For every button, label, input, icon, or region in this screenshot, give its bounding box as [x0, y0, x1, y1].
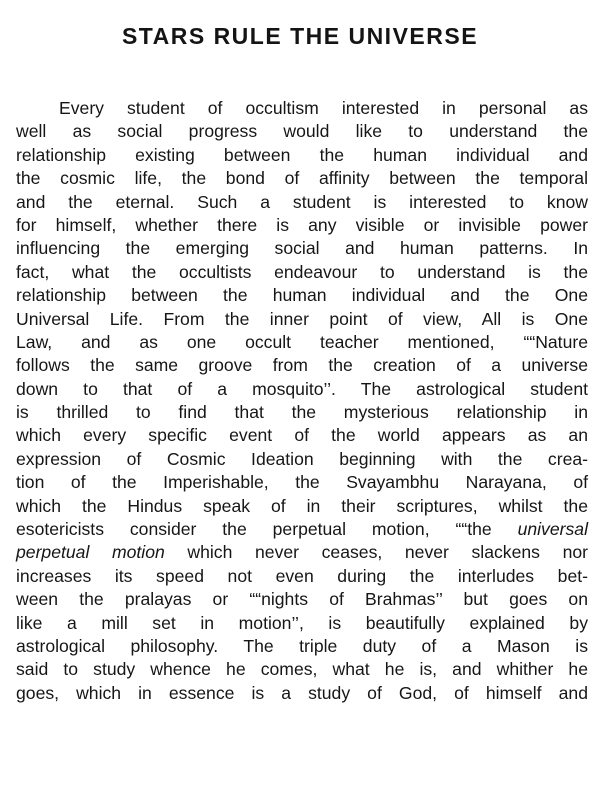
text-line: fact, what the occultists endeavour to understand is the [16, 261, 588, 282]
text-line: and the eternal. Such a student is interested to know [16, 191, 588, 212]
text-line: which the Hindus speak of in their scriptures, whilst the [16, 495, 588, 516]
text-line: is thrilled to find that the mysterious relationship in [16, 402, 588, 423]
text-line: goes, which in essence is a study of God, of himself and [16, 682, 588, 703]
text-line-with-italic [16, 541, 588, 564]
text-line: influencing the emerging social and human patterns. In [16, 238, 588, 259]
text-line: like a mill set in motion’’, is beautifully explained by [16, 612, 588, 633]
text-line: tion of the Imperishable, the Svayambhu Narayana, of [16, 472, 588, 493]
text-line: relationship between the human individual and the One [16, 285, 588, 306]
italic-phrase: perpetual motion [16, 542, 165, 563]
text-segment: which never ceases, never slackens nor [164, 542, 589, 563]
text-segment: esotericists consider the perpetual motion, ““the [16, 519, 492, 540]
text-line: ween the pralayas or ““nights of Brahmas’’ but goes on [16, 589, 588, 610]
text-line: Every student of occultism interested in personal as [59, 98, 588, 118]
text-line: for himself, whether there is any visible or invisible power [16, 214, 588, 235]
text-line: said to study whence he comes, what he is, and whither he [16, 659, 588, 680]
text-line: expression of Cosmic Ideation beginning with the crea- [16, 448, 588, 469]
text-line: increases its speed not even during the interludes bet- [16, 565, 588, 586]
text-line: down to that of a mosquito’’. The astrological student [16, 378, 588, 399]
text-line: Universal Life. From the inner point of view, All is One [16, 308, 588, 329]
text-line: well as social progress would like to understand the [16, 121, 588, 142]
text-line: which every specific event of the world appears as an [16, 425, 588, 446]
page-title: STARS RULE THE UNIVERSE [121, 23, 479, 50]
text-line: follows the same groove from the creation of a universe [16, 355, 588, 376]
text-line: the cosmic life, the bond of affinity between the temporal [16, 168, 588, 189]
text-line: astrological philosophy. The triple duty of a Mason is [16, 635, 588, 656]
text-line: relationship existing between the human individual and [16, 144, 588, 165]
italic-phrase: universal [517, 519, 588, 540]
body-paragraph [16, 97, 588, 705]
text-line: Law, and as one occult teacher mentioned, ““Nature [16, 331, 588, 352]
text-line-with-italic [16, 518, 588, 541]
